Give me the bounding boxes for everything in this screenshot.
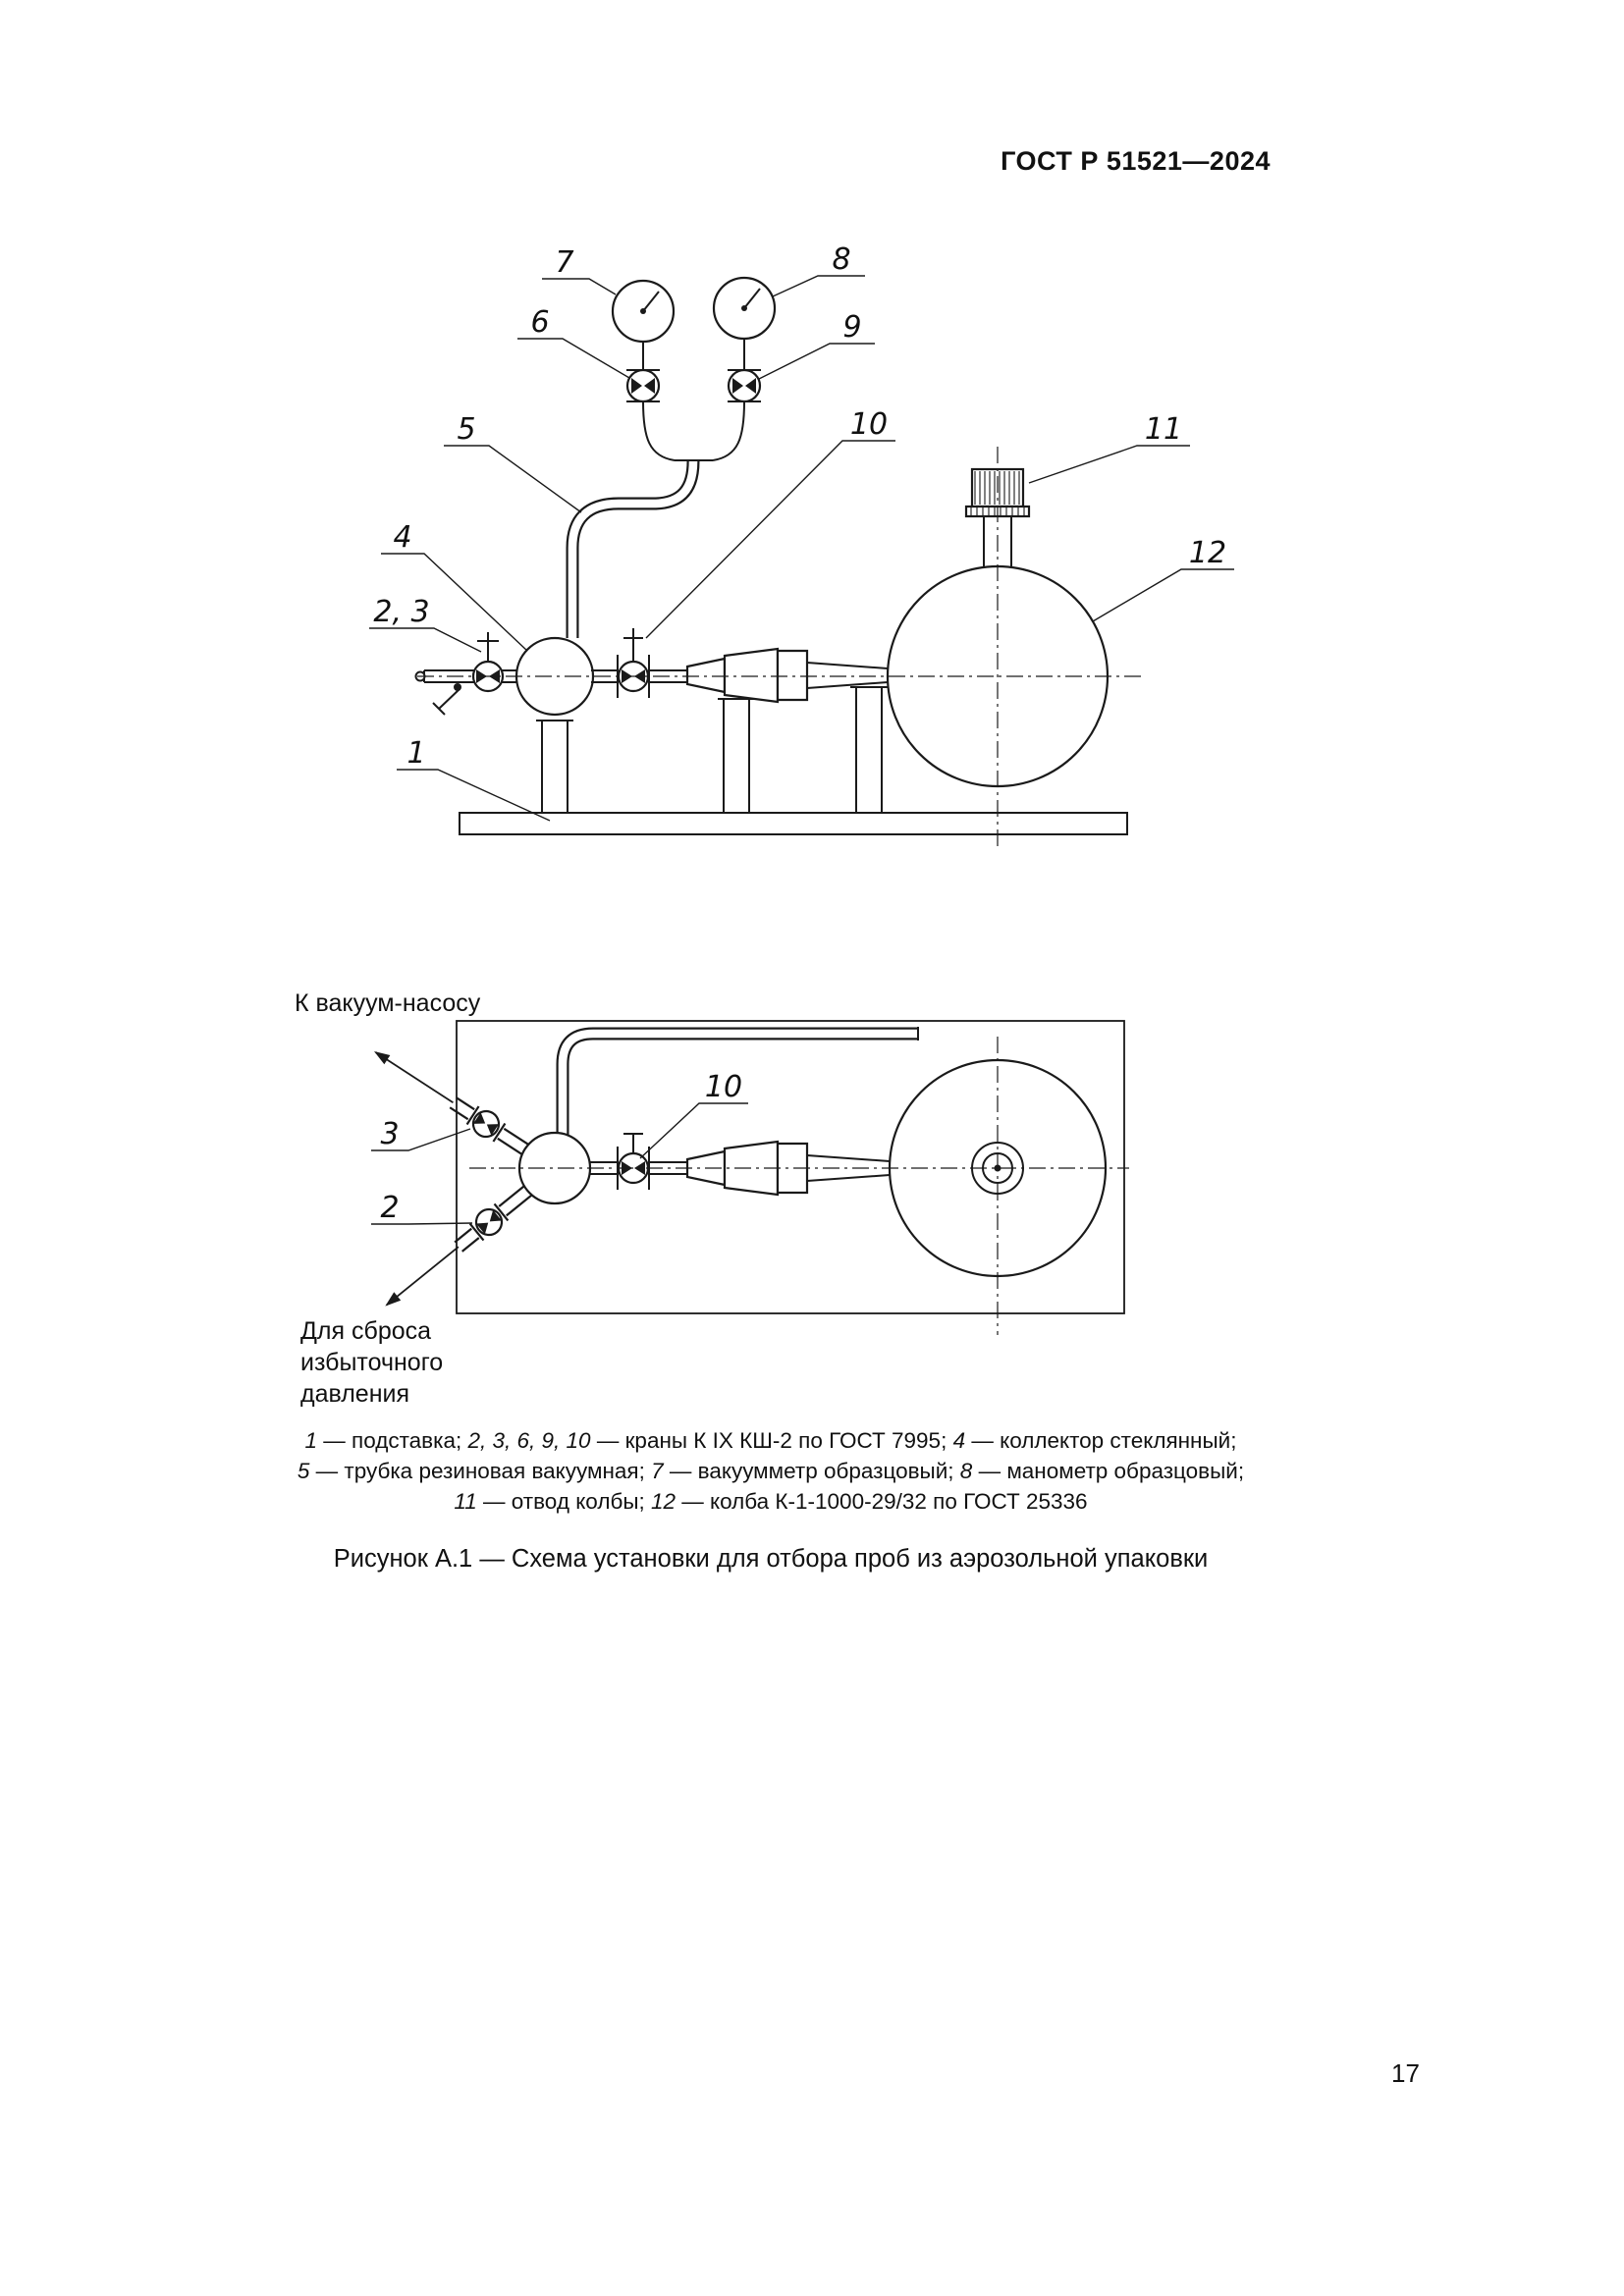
label-7 [542,245,616,294]
label-5 [444,412,581,512]
legend-line: 5 — трубка резиновая вакуумная; 7 — вакуумметр образцовый; 8 — манометр образцовый; [297,1459,1245,1483]
label-9-text: 9 [842,310,862,345]
gauge-valve-6 [626,370,660,401]
rubber-tube-5 [572,461,693,638]
label-plan-10-text: 10 [704,1070,743,1104]
label-plan-3-text: 3 [380,1117,400,1151]
label-2-3 [369,595,481,652]
label-7-text: 7 [555,245,574,280]
gauge-valve-9 [728,370,761,401]
label-4-text: 4 [393,520,412,555]
manifold-tubes [643,401,744,460]
label-6-text: 6 [530,305,550,340]
label-plan-2-text: 2 [380,1191,400,1225]
label-plan-10 [640,1070,748,1158]
release-caption-line3: давления [300,1380,409,1408]
legend-line: 11 — отвод колбы; 12 — колба К-1-1000-29/32 по ГОСТ 25336 [454,1489,1088,1514]
label-2-3-text: 2, 3 [373,595,430,629]
ground-joint [687,649,888,702]
release-caption-line2: избыточного [300,1349,444,1376]
release-caption-line1: Для сброса [300,1317,432,1345]
label-10-text: 10 [849,407,889,442]
main-valve-10 [618,628,649,698]
label-5-text: 5 [457,412,476,447]
label-1 [397,736,550,821]
document-header: ГОСТ Р 51521—2024 [1001,146,1271,176]
page-number: 17 [1391,2058,1420,2088]
label-plan-3 [371,1117,470,1151]
side-view-diagram [369,242,1234,850]
plan-view-diagram [295,989,1129,1408]
vacuum-gauge-7 [613,281,674,370]
label-12-text: 12 [1188,536,1227,570]
to-vacuum-pump-label: К вакуум-насосу [295,989,481,1017]
pressure-gauge-8 [714,278,775,370]
label-1-text: 1 [406,736,426,771]
label-11-text: 11 [1144,412,1183,447]
label-11 [1029,412,1190,483]
label-12 [1093,536,1234,621]
label-10 [646,407,895,638]
legend-line: 1 — подставка; 2, 3, 6, 9, 10 — краны К IX КШ-2 по ГОСТ 7995; 4 — коллектор стеклянный; [304,1428,1237,1453]
label-8-text: 8 [832,242,851,277]
label-9 [759,310,875,379]
figure-legend [280,1425,1262,1517]
plan-valve-10 [618,1134,649,1190]
figure-caption: Рисунок А.1 — Схема установки для отбора проб из аэрозольной упаковки [333,1545,1209,1573]
label-8 [773,242,865,296]
label-4 [381,520,527,651]
